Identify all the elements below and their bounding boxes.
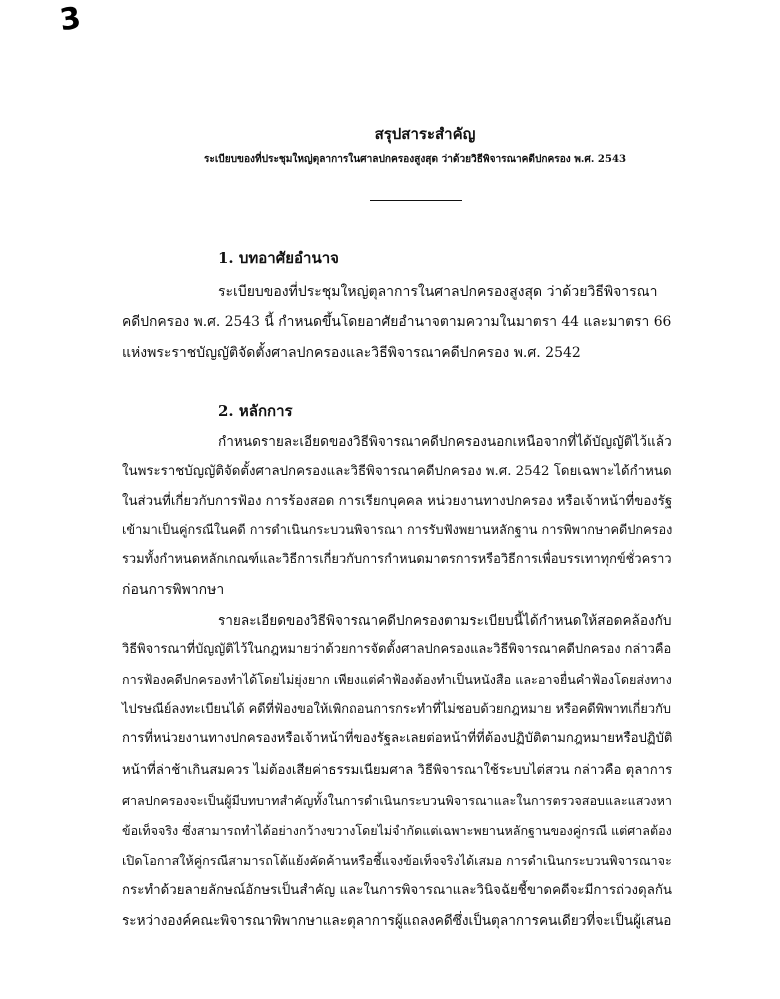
section-2-line: ในพระราชบัญญัติจัดตั้งศาลปกครองและวิธีพิจารณาคดีปกครอง พ.ศ. 2542 โดยเฉพาะได้กำหนด — [122, 464, 672, 479]
section-2-line: กำหนดรายละเอียดของวิธีพิจารณาคดีปกครองนอกเหนือจากที่ได้บัญญัติไว้แล้ว — [218, 434, 672, 450]
section-2-line: การฟ้องคดีปกครองทำได้โดยไม่ยุ่งยาก เพียงแต่คำฟ้องต้องทำเป็นหนังสือ และอาจยื่นคำฟ้องโดยส่งทาง — [122, 672, 672, 687]
section-1-line: แห่งพระราชบัญญัติจัดตั้งศาลปกครองและวิธีพิจารณาคดีปกครอง พ.ศ. 2542 — [122, 345, 581, 361]
section-2-line: ระหว่างองค์คณะพิจารณาพิพากษาและตุลาการผู้แถลงคดีซึ่งเป็นตุลาการคนเดียวที่จะเป็นผู้เสนอ — [122, 913, 672, 929]
section-2-line: การที่หน่วยงานทางปกครองหรือเจ้าหน้าที่ของรัฐละเลยต่อหน้าที่ที่ต้องปฏิบัติตามกฎหมายหรือปฏิบัติ — [122, 731, 673, 746]
section-2-line: ข้อเท็จจริง ซึ่งสามารถทำได้อย่างกว้างขวางโดยไม่จำกัดแต่เฉพาะพยานหลักฐานของคู่กรณี แต่ศาลต้อง — [122, 823, 672, 838]
section-2-line: เข้ามาเป็นคู่กรณีในคดี การดำเนินกระบวนพิจารณา การรับฟังพยานหลักฐาน การพิพากษาคดีปกครอง — [122, 523, 673, 538]
section-2-line: ศาลปกครองจะเป็นผู้มีบทบาทสำคัญทั้งในการดำเนินกระบวนพิจารณาและในการตรวจสอบและแสวงหา — [122, 793, 672, 808]
handwritten-page-mark: 3 — [57, 0, 84, 39]
section-2-line: หน้าที่ล่าช้าเกินสมควร ไม่ต้องเสียค่าธรรมเนียมศาล วิธีพิจารณาใช้ระบบไต่สวน กล่าวคือ ตุลาการ — [122, 763, 673, 778]
title-underline — [370, 200, 462, 201]
section-2-line: ก่อนการพิพากษา — [122, 582, 225, 598]
section-1-line: ระเบียบของที่ประชุมใหญ่ตุลาการในศาลปกครองสูงสุด ว่าด้วยวิธีพิจารณา — [218, 284, 658, 300]
section-2-line: รายละเอียดของวิธีพิจารณาคดีปกครองตามระเบียบนี้ได้กำหนดให้สอดคล้องกับ — [218, 613, 672, 629]
section-1-heading: 1. บทอาศัยอำนาจ — [218, 249, 339, 267]
document-title: สรุปสาระสำคัญ — [374, 125, 476, 143]
section-2-line: ในส่วนที่เกี่ยวกับการฟ้อง การร้องสอด การเรียกบุคคล หน่วยงานทางปกครอง หรือเจ้าหน้าที่ของรัฐ — [122, 494, 673, 509]
section-1-line: คดีปกครอง พ.ศ. 2543 นี้ กำหนดขึ้นโดยอาศัยอำนาจตามความในมาตรา 44 และมาตรา 66 — [122, 314, 672, 330]
section-2-line: กระทำด้วยลายลักษณ์อักษรเป็นสำคัญ และในการพิจารณาและวินิจฉัยชี้ขาดคดีจะมีการถ่วงดุลกัน — [122, 883, 673, 898]
section-2-line: รวมทั้งกำหนดหลักเกณฑ์และวิธีการเกี่ยวกับการกำหนดมาตรการหรือวิธีการเพื่อบรรเทาทุกข์ชั่วคราว — [122, 552, 672, 567]
section-2-line: ไปรษณีย์ลงทะเบียนได้ คดีที่ฟ้องขอให้เพิกถอนการกระทำที่ไม่ชอบด้วยกฎหมาย หรือคดีพิพาทเกี่ยวกับ — [122, 702, 672, 717]
section-2-line: เปิดโอกาสให้คู่กรณีสามารถโต้แย้งคัดค้านหรือชี้แจงข้อเท็จจริงได้เสมอ การดำเนินกระบวนพิจารณาจะ — [122, 853, 672, 868]
section-2-heading: 2. หลักการ — [218, 402, 293, 420]
document-subtitle: ระเบียบของที่ประชุมใหญ่ตุลาการในศาลปกครองสูงสุด ว่าด้วยวิธีพิจารณาคดีปกครอง พ.ศ. 2543 — [203, 153, 627, 165]
section-2-line: วิธีพิจารณาที่บัญญัติไว้ในกฎหมายว่าด้วยการจัดตั้งศาลปกครองและวิธีพิจารณาคดีปกครอง กล่าวคือ — [122, 642, 672, 657]
